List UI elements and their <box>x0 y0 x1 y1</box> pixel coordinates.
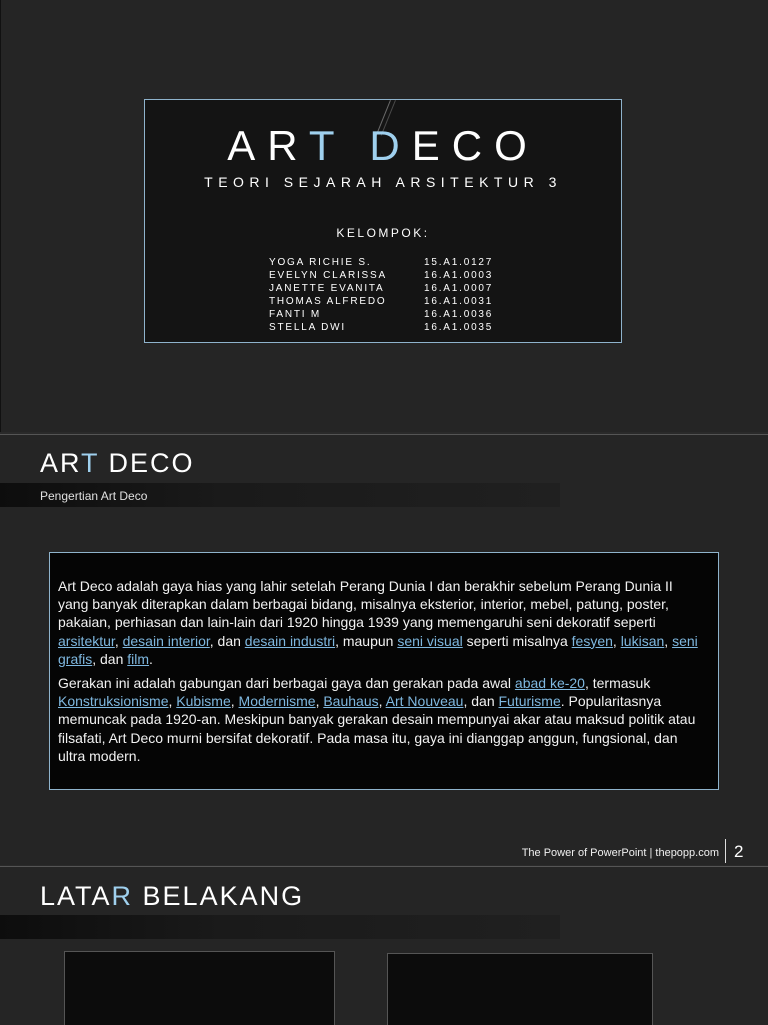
image-placeholder-left <box>64 951 335 1025</box>
slide-footer: The Power of PowerPoint | thepopp.com <box>521 847 719 859</box>
link-futurisme[interactable]: Futurisme <box>498 693 561 710</box>
content-slide <box>0 434 768 865</box>
link-abad-ke-20[interactable]: abad ke-20 <box>514 675 585 692</box>
link-seni-visual[interactable]: seni visual <box>397 632 463 649</box>
title-box <box>144 99 622 343</box>
image-placeholder-right <box>387 953 653 1025</box>
member-id: 16.A1.0031 <box>424 296 494 307</box>
group-label: KELOMPOK: <box>336 226 430 240</box>
link-seni-grafis[interactable]: seni grafis <box>58 632 698 667</box>
member-id: 16.A1.0007 <box>424 283 494 294</box>
title-slide <box>0 0 768 432</box>
link-arsitektur[interactable]: arsitektur <box>58 632 115 649</box>
slide-subheading: Pengertian Art Deco <box>40 489 148 503</box>
paragraph: Gerakan ini adalah gabungan dari berbagai gaya dan gerakan pada awal abad ke-20, termasuk Konstruksionisme, Kubisme, Modernisme, Bauhaus, Art Nouveau, dan Futurisme. Popularitasnya memuncak pada 1920-an. Meskipun banyak gerakan desain mempunyai akar atau maksud politik atau filsafati, Art Deco murni bersifat dekoratif. Pada masa itu, gaya ini dianggap anggun, fungsional, dan ultra modern. <box>58 675 696 764</box>
link-fesyen[interactable]: fesyen <box>571 632 613 649</box>
member-id: 16.A1.0003 <box>424 270 494 281</box>
member-row <box>269 295 589 308</box>
member-name: THOMAS ALFREDO <box>269 296 387 307</box>
member-id: 15.A1.0127 <box>424 257 494 268</box>
member-row <box>269 256 589 269</box>
member-name: STELLA DWI <box>269 322 346 333</box>
link-konstruksionisme[interactable]: Konstruksionisme <box>58 693 169 710</box>
slide-heading: ART DECO <box>40 448 195 478</box>
content-box <box>49 552 719 790</box>
member-row <box>269 269 589 282</box>
presentation-title: ART DECO <box>227 122 539 169</box>
link-desain-industri[interactable]: desain industri <box>244 632 336 649</box>
member-row <box>269 308 589 321</box>
member-name: JANETTE EVANITA <box>269 283 385 294</box>
heading-band <box>0 915 560 939</box>
member-id: 16.A1.0036 <box>424 309 494 320</box>
link-lukisan[interactable]: lukisan <box>620 632 665 649</box>
member-name: YOGA RICHIE S. <box>269 257 372 268</box>
content-slide <box>0 866 768 1025</box>
paragraph: Art Deco adalah gaya hias yang lahir setelah Perang Dunia I dan berakhir sebelum Perang Dunia II yang banyak diterapkan dalam berbagai bidang, misalnya eksterior, interior, mebel, patung, poster, pakaian, perhiasan dan lain-lain dari 1920 hingga 1939 yang memengaruhi seni dekoratif seperti arsitektur, desain interior, dan desain industri, maupun seni visual seperti misalnya fesyen, lukisan, seni grafis, dan film. <box>58 578 698 667</box>
presentation-subtitle: TEORI SEJARAH ARSITEKTUR 3 <box>204 174 562 190</box>
link-bauhaus[interactable]: Bauhaus <box>323 693 379 710</box>
link-art-nouveau[interactable]: Art Nouveau <box>385 693 464 710</box>
link-desain-interior[interactable]: desain interior <box>122 632 210 649</box>
member-name: EVELYN CLARISSA <box>269 270 387 281</box>
page-number: 2 <box>734 842 744 861</box>
link-kubisme[interactable]: Kubisme <box>176 693 231 710</box>
member-id: 16.A1.0035 <box>424 322 494 333</box>
slide-heading: LATAR BELAKANG <box>40 881 305 911</box>
link-film[interactable]: film <box>127 650 150 667</box>
page-number-divider <box>725 839 726 863</box>
link-modernisme[interactable]: Modernisme <box>238 693 316 710</box>
member-row <box>269 282 589 295</box>
member-row <box>269 321 589 334</box>
member-name: FANTI M <box>269 309 322 320</box>
member-list <box>269 256 589 334</box>
